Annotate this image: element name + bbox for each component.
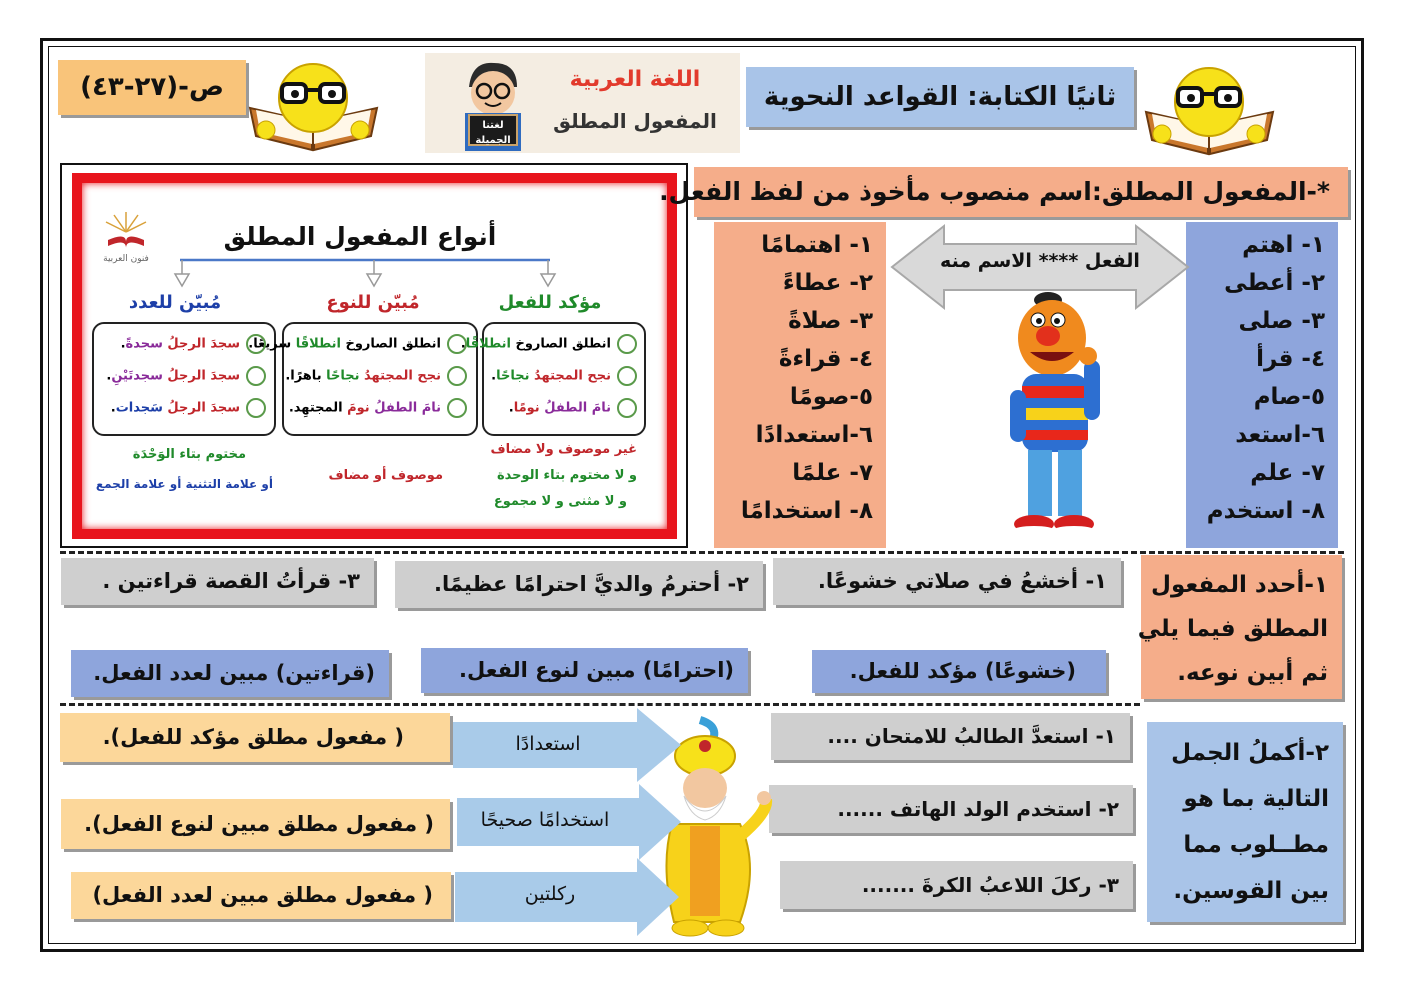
q2-sentence-3: ٣- ركلَ اللاعبُ الكرةَ ....... bbox=[780, 861, 1133, 909]
note-emphasis-1: غير موصوف ولا مضاف bbox=[490, 442, 637, 457]
note-kind-1: موصوف أو مضاف bbox=[328, 468, 443, 483]
logo-subtitle: المفعول المطلق bbox=[553, 109, 717, 133]
noun-item-5: ٥-صومًا bbox=[789, 384, 873, 410]
bullet-circle-icon bbox=[246, 398, 266, 418]
q1-prompt-line1: ١-أحدد المفعول bbox=[1150, 572, 1328, 598]
types-tree-connector bbox=[170, 256, 560, 292]
bullet-circle-icon bbox=[447, 334, 467, 354]
example-count-3: سجدَ الرجلُ سَجدات. bbox=[111, 398, 266, 418]
cartoon-character-icon bbox=[1008, 290, 1113, 538]
q2-prompt-line4: بين القوسين. bbox=[1173, 878, 1329, 904]
q2-answer-1: استعدادًا bbox=[515, 733, 581, 755]
bullet-circle-icon bbox=[246, 334, 266, 354]
example-kind-2: نجح المجتهدُ نجاحًا باهرًا. bbox=[285, 366, 467, 386]
example-emphasis-2: نجح المجتهدُ نجاحًا. bbox=[491, 366, 637, 386]
q2-hint-3: ( مفعول مطلق مبين لعدد الفعل) bbox=[71, 872, 451, 919]
q2-answer-3: ركلتين bbox=[524, 883, 576, 905]
reading-emoji-icon bbox=[246, 60, 381, 152]
bullet-circle-icon bbox=[246, 366, 266, 386]
separator-1 bbox=[60, 551, 1344, 554]
bullet-circle-icon bbox=[617, 334, 637, 354]
verb-item-8: ٨- استخدم bbox=[1206, 498, 1325, 524]
q1-sentence-1: ١- أخشعُ في صلاتي خشوعًا. bbox=[773, 558, 1121, 605]
type-heading-kind: مُبيّن للنوع bbox=[326, 292, 420, 313]
verb-item-7: ٧- علم bbox=[1250, 460, 1325, 486]
noun-item-2: ٢- عطاءً bbox=[782, 270, 873, 296]
q1-prompt-line3: ثم أبين نوعه. bbox=[1177, 660, 1328, 686]
q1-answer-2: (احترامًا) مبين لنوع الفعل. bbox=[421, 648, 748, 693]
reading-emoji-icon-right bbox=[1142, 64, 1277, 156]
page-reference-box bbox=[58, 60, 246, 115]
example-emphasis-1: انطلق الصاروخ انطلاقًا. bbox=[461, 334, 637, 354]
note-count-2: أو علامة التثنية أو علامة الجمع bbox=[95, 477, 273, 491]
definition-box bbox=[659, 167, 1348, 217]
q1-prompt-line2: المطلق فيما يلي bbox=[1137, 616, 1328, 642]
page-reference: ص-(٢٧-٤٣) bbox=[80, 72, 224, 102]
noun-item-4: ٤- قراءةً bbox=[778, 346, 873, 372]
example-kind-3: نامَ الطفلُ نومَ المجتهِد. bbox=[289, 398, 467, 418]
q2-sentence-2: ٢- استخدم الولد الهاتف ...... bbox=[769, 785, 1133, 833]
bullet-circle-icon bbox=[447, 366, 467, 386]
section-title: ثانيًا الكتابة: القواعد النحوية bbox=[763, 82, 1117, 112]
verb-item-3: ٣- صلى bbox=[1238, 308, 1325, 334]
verb-item-1: ١- اهتم bbox=[1242, 232, 1325, 258]
separator-2 bbox=[60, 703, 1140, 706]
q2-sentence-1: ١- استعدَّ الطالبُ للامتحان .... bbox=[771, 713, 1130, 760]
types-title: أنواع المفعول المطلق bbox=[223, 222, 497, 251]
verb-item-2: ٢- أعطى bbox=[1224, 270, 1325, 296]
verb-item-6: ٦-استعد bbox=[1235, 422, 1325, 448]
noun-item-8: ٨- استخدامًا bbox=[740, 498, 873, 524]
logo-title: اللغة العربية bbox=[569, 67, 701, 92]
arrow-label: الفعل **** الاسم منه bbox=[940, 250, 1140, 272]
q1-sentence-2: ٢- أحترمُ والديَّ احترامًا عظيمًا. bbox=[395, 561, 763, 608]
brand-text: فنون العربية bbox=[103, 254, 149, 264]
example-count-1: سجدَ الرجلُ سجدةً. bbox=[121, 334, 266, 354]
note-emphasis-2: و لا مختوم بتاء الوحدة bbox=[496, 468, 637, 483]
bullet-circle-icon bbox=[617, 398, 637, 418]
example-emphasis-3: نامَ الطفلُ نومًا. bbox=[509, 398, 637, 418]
note-emphasis-3: و لا مثنى و لا مجموع bbox=[493, 494, 627, 509]
q1-answer-1: (خشوعًا) مؤكد للفعل. bbox=[812, 650, 1106, 693]
q2-prompt-box bbox=[1147, 722, 1343, 922]
q2-answer-2: استخدامًا صحيحًا bbox=[480, 809, 610, 831]
noun-item-7: ٧- علمًا bbox=[792, 460, 873, 486]
verb-item-4: ٤- قرأ bbox=[1256, 346, 1325, 372]
q2-hint-1: ( مفعول مطلق مؤكد للفعل). bbox=[60, 713, 450, 762]
section-title-box bbox=[746, 67, 1134, 127]
verb-item-5: ٥-صام bbox=[1253, 384, 1325, 410]
brand-book-icon bbox=[100, 210, 152, 250]
q1-answer-3: (قراءتين) مبين لعدد الفعل. bbox=[71, 650, 389, 697]
lesson-logo bbox=[425, 53, 740, 153]
bullet-circle-icon bbox=[447, 398, 467, 418]
noun-item-6: ٦-استعدادًا bbox=[755, 422, 873, 448]
q2-hint-2: ( مفعول مطلق مبين لنوع الفعل). bbox=[61, 799, 450, 849]
q1-prompt-box bbox=[1137, 555, 1342, 699]
note-count-1: مختوم بتاء الوَحْدَة bbox=[132, 447, 246, 462]
q2-prompt-line3: مطــلوب مما bbox=[1183, 832, 1329, 858]
logo-badge: لغتنا الجميلة bbox=[475, 120, 511, 146]
type-heading-count: مُبيّن للعدد bbox=[128, 292, 222, 313]
noun-item-1: ١- اهتمامًا bbox=[761, 232, 873, 258]
noun-item-3: ٣- صلاةً bbox=[788, 308, 873, 334]
example-kind-1: انطلق الصاروخ انطلاقًا سريعًا. bbox=[248, 334, 467, 354]
type-heading-emphasis: مؤكد للفعل bbox=[498, 292, 602, 313]
q1-sentence-3: ٣- قرأتُ القصة قراءتين . bbox=[61, 558, 374, 605]
definition-text: *-المفعول المطلق:اسم منصوب مأخوذ من لفظ الفعل. bbox=[659, 177, 1330, 206]
q2-prompt-line1: ٢-أكملُ الجمل bbox=[1171, 740, 1329, 766]
q2-prompt-line2: التالية بما هو bbox=[1183, 786, 1329, 812]
bullet-circle-icon bbox=[617, 366, 637, 386]
example-count-2: سجدَ الرجلُ سجدتَيْنِ. bbox=[106, 366, 266, 386]
